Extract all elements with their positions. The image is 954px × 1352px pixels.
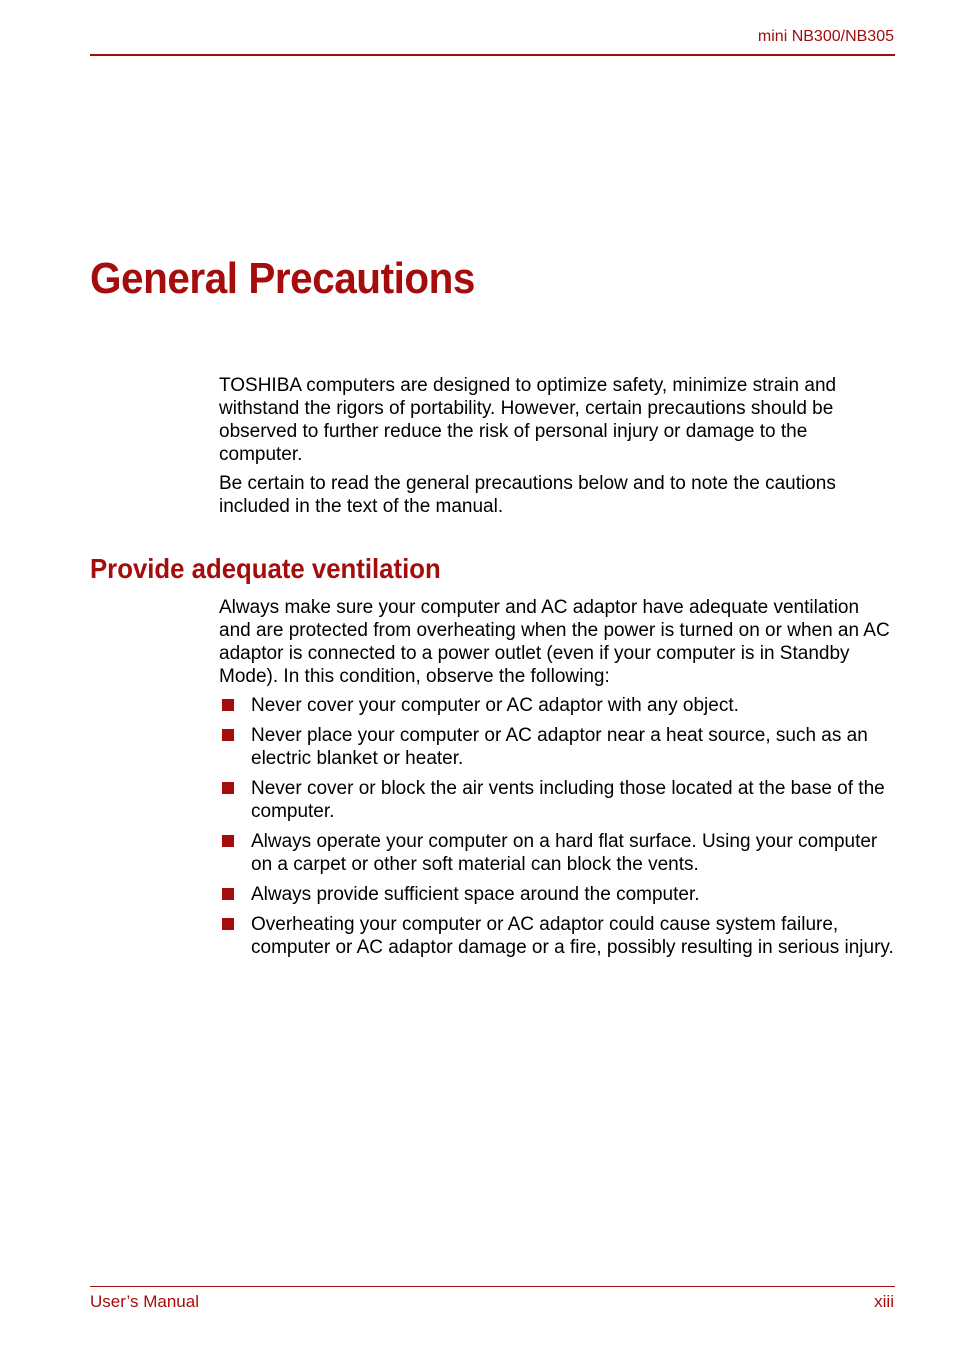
section-paragraph: Always make sure your computer and AC adaptor have adequate ventilation and are protected from overheating when the power is turned on or when an AC adaptor is connected to a power outlet (even if your computer is in Standby Mode). In this condition, observe the following: — [219, 597, 890, 687]
list-item-text: Always provide sufficient space around the computer. — [251, 884, 700, 905]
square-bullet-icon — [222, 888, 234, 900]
footer-divider — [90, 1286, 895, 1287]
precautions-list — [219, 694, 895, 959]
section-heading: Provide adequate ventilation — [90, 553, 441, 584]
list-item — [219, 777, 895, 823]
list-item-text: Never place your computer or AC adaptor near a heat source, such as an electric blanket or heater. — [251, 725, 868, 769]
intro-block — [219, 374, 895, 524]
intro-paragraph: TOSHIBA computers are designed to optimize safety, minimize strain and withstand the rigors of portability. However, certain precautions should be observed to further reduce the risk of personal injury or damage to the computer. — [219, 375, 837, 465]
page-number: xiii — [874, 1292, 894, 1311]
intro-paragraph: Be certain to read the general precautions below and to note the cautions included in the text of the manual. — [219, 473, 836, 517]
header-divider — [90, 54, 895, 56]
list-item — [219, 883, 895, 906]
list-item-text: Always operate your computer on a hard flat surface. Using your computer on a carpet or other soft material can block the vents. — [251, 831, 878, 875]
square-bullet-icon — [222, 782, 234, 794]
running-header: mini NB300/NB305 — [757, 28, 894, 45]
square-bullet-icon — [222, 699, 234, 711]
list-item — [219, 913, 895, 959]
square-bullet-icon — [222, 918, 234, 930]
page-title: General Precautions — [90, 254, 475, 303]
list-item-text: Never cover your computer or AC adaptor with any object. — [251, 695, 739, 716]
list-item — [219, 724, 895, 770]
list-item — [219, 830, 895, 876]
list-item — [219, 694, 895, 717]
list-item-text: Overheating your computer or AC adaptor could cause system failure, computer or AC adaptor damage or a fire, possibly resulting in serious injury. — [251, 914, 894, 958]
square-bullet-icon — [222, 835, 234, 847]
list-item-text: Never cover or block the air vents including those located at the base of the computer. — [251, 778, 885, 822]
footer-manual-title: User’s Manual — [90, 1292, 199, 1311]
section-body — [219, 596, 895, 966]
square-bullet-icon — [222, 729, 234, 741]
